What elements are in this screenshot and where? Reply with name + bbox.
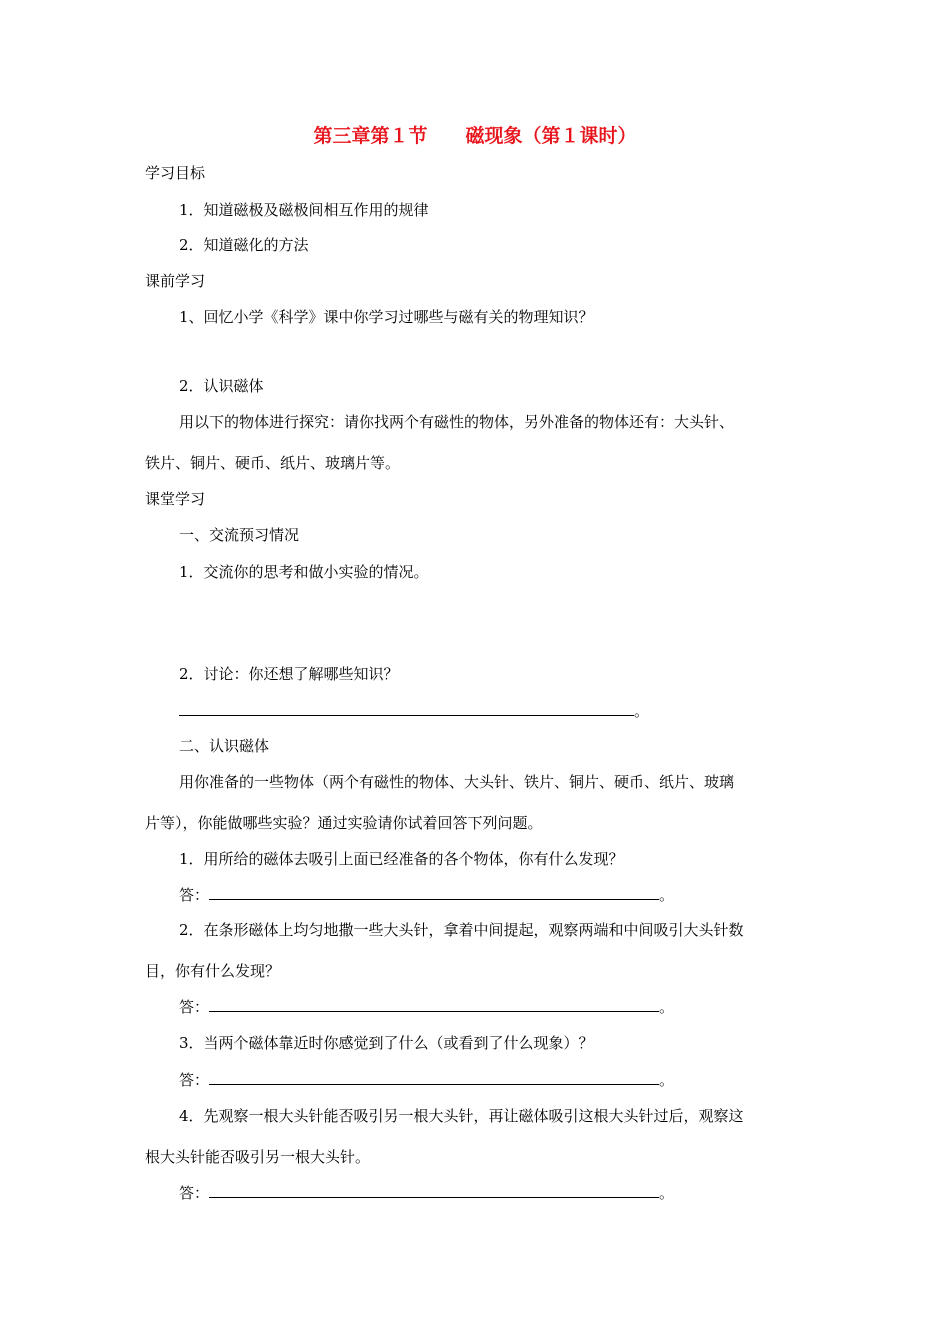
prelearn-question-2-line-1: 用以下的物体进行探究：请你找两个有磁性的物体，另外准备的物体还有：大头针、	[179, 413, 735, 431]
classroom-heading: 课堂学习	[145, 490, 206, 508]
answer-blank-4[interactable]	[209, 1183, 659, 1198]
prelearn-question-2-line-2: 铁片、铜片、硬币、纸片、玻璃片等。	[145, 454, 401, 472]
answer-end-mark: 。	[659, 1071, 675, 1089]
goals-heading: 学习目标	[145, 164, 206, 182]
answer-end-mark: 。	[659, 998, 675, 1016]
page-title: 第三章第１节 磁现象（第１课时）	[313, 125, 637, 147]
answer-line-3	[179, 1070, 674, 1090]
answer-label: 答：	[179, 1184, 210, 1202]
section-2-title: 二、认识磁体	[179, 737, 270, 755]
section-2-intro-line-1: 用你准备的一些物体（两个有磁性的物体、大头针、铁片、铜片、硬币、纸片、玻璃	[179, 773, 735, 791]
answer-blank-1[interactable]	[209, 885, 659, 900]
section-2-intro-line-2: 片等），你能做哪些实验？通过实验请你试着回答下列问题。	[145, 814, 543, 832]
section-1-question-2: 2．讨论：你还想了解哪些知识？	[179, 665, 399, 683]
answer-label: 答：	[179, 886, 210, 904]
answer-label: 答：	[179, 998, 210, 1016]
discussion-answer-line	[179, 701, 649, 721]
answer-blank-2[interactable]	[209, 997, 659, 1012]
goal-item-1: 1．知道磁极及磁极间相互作用的规律	[179, 201, 429, 219]
prelearn-question-2-title: 2．认识磁体	[179, 377, 264, 395]
discussion-blank[interactable]	[179, 701, 634, 716]
answer-line-1	[179, 885, 674, 905]
section-2-question-2-line-2: 目，你有什么发现？	[145, 962, 281, 980]
answer-line-2	[179, 997, 674, 1017]
prelearn-question-1: 1、回忆小学《科学》课中你学习过哪些与磁有关的物理知识？	[179, 308, 594, 326]
section-2-question-1: 1．用所给的磁体去吸引上面已经准备的各个物体，你有什么发现？	[179, 850, 624, 868]
answer-line-4	[179, 1183, 674, 1203]
section-2-question-4-line-2: 根大头针能否吸引另一根大头针。	[145, 1148, 371, 1166]
answer-label: 答：	[179, 1071, 210, 1089]
discussion-end-mark: 。	[634, 702, 650, 720]
prelearn-heading: 课前学习	[145, 272, 206, 290]
section-2-question-2-line-1: 2．在条形磁体上均匀地撒一些大头针，拿着中间提起，观察两端和中间吸引大头针数	[179, 921, 744, 939]
section-1-title: 一、交流预习情况	[179, 526, 300, 544]
answer-end-mark: 。	[659, 886, 675, 904]
section-2-question-4-line-1: 4．先观察一根大头针能否吸引另一根大头针，再让磁体吸引这根大头针过后，观察这	[179, 1107, 744, 1125]
answer-blank-3[interactable]	[209, 1070, 659, 1085]
section-1-question-1: 1．交流你的思考和做小实验的情况。	[179, 563, 429, 581]
section-2-question-3: 3．当两个磁体靠近时你感觉到了什么（或看到了什么现象）？	[179, 1034, 594, 1052]
answer-end-mark: 。	[659, 1184, 675, 1202]
goal-item-2: 2．知道磁化的方法	[179, 236, 309, 254]
